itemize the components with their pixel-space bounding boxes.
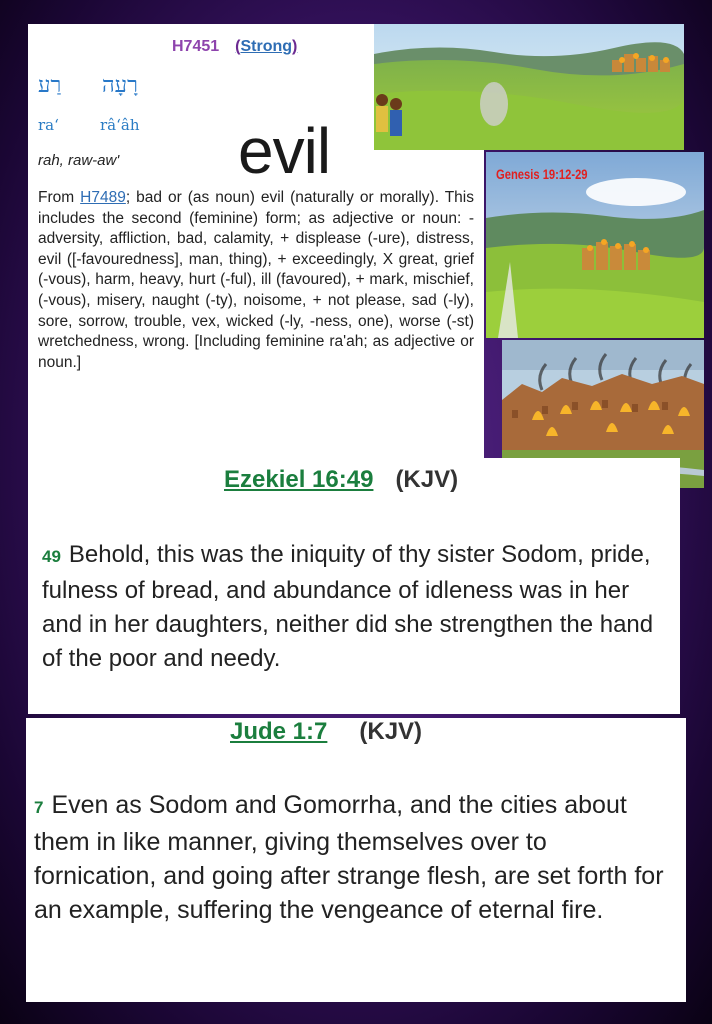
ezekiel-verse-card (28, 458, 680, 714)
ezekiel-verse-text: Behold, this was the iniquity of thy sister Sodom, pride, fulness of bread, and abundance of idleness was in her and in her daughters, neither did she strengthen the hand of the poor and needy. (42, 541, 654, 672)
ezekiel-heading (224, 466, 458, 494)
strongs-number: H7451 (172, 38, 220, 55)
definition-reference-link[interactable]: H7489 (80, 189, 126, 206)
strongs-source-link[interactable]: (Strong) (235, 38, 298, 55)
ezekiel-reference-link[interactable]: Ezekiel 16:49 (224, 466, 374, 493)
jude-verse-number: 7 (34, 798, 44, 817)
hebrew-word-long: רָעָה (102, 73, 138, 98)
jude-verse-card (26, 718, 686, 1002)
definition-prefix: From (38, 189, 75, 206)
landscape-image (374, 24, 684, 150)
transliteration-long: râʻâh (100, 116, 140, 134)
headword: evil (238, 115, 331, 187)
hebrew-word-short: רַע (38, 73, 62, 98)
definition-body: ; bad or (as noun) evil (naturally or morally). This includes the second (feminine) form; as adjective or noun: - adversity, affliction, bad, calamity, + displease (-ure), distress, evil ([-favouredness], man, thing), + exceedingly, X great, grief (-vous), harm, heavy, hurt (-ful), ill (favoured), + mark, mischief, (-vous), misery, naught (-ty), noisome, + not please, sad (-ly), sore, sorrow, trouble, vex, wicked (-ly, -ness, one), worse (-st) wretchedness, wrong. [Including feminine ra'ah; as adjective or noun.] (38, 189, 474, 371)
jude-verse (34, 788, 664, 927)
jude-heading (230, 718, 422, 746)
city-landscape-image (486, 152, 704, 338)
strongs-header (172, 38, 297, 56)
ezekiel-verse-number: 49 (42, 547, 61, 566)
definition-text (38, 188, 474, 373)
pronunciation: rah, raw-aw' (38, 152, 120, 169)
jude-verse-text: Even as Sodom and Gomorrha, and the cities about them in like manner, giving themselves over to fornication, and going after strange flesh, are set forth for an example, suffering the vengeance of eternal fire. (34, 791, 664, 924)
strongs-source-label[interactable]: Strong (240, 38, 293, 55)
genesis-reference-label: Genesis 19:12-29 (496, 166, 588, 182)
jude-version: (KJV) (359, 718, 423, 745)
jude-reference-link[interactable]: Jude 1:7 (230, 718, 328, 745)
transliteration-short: raʻ (38, 116, 59, 134)
ezekiel-version: (KJV) (395, 466, 459, 493)
ezekiel-verse (42, 538, 674, 676)
